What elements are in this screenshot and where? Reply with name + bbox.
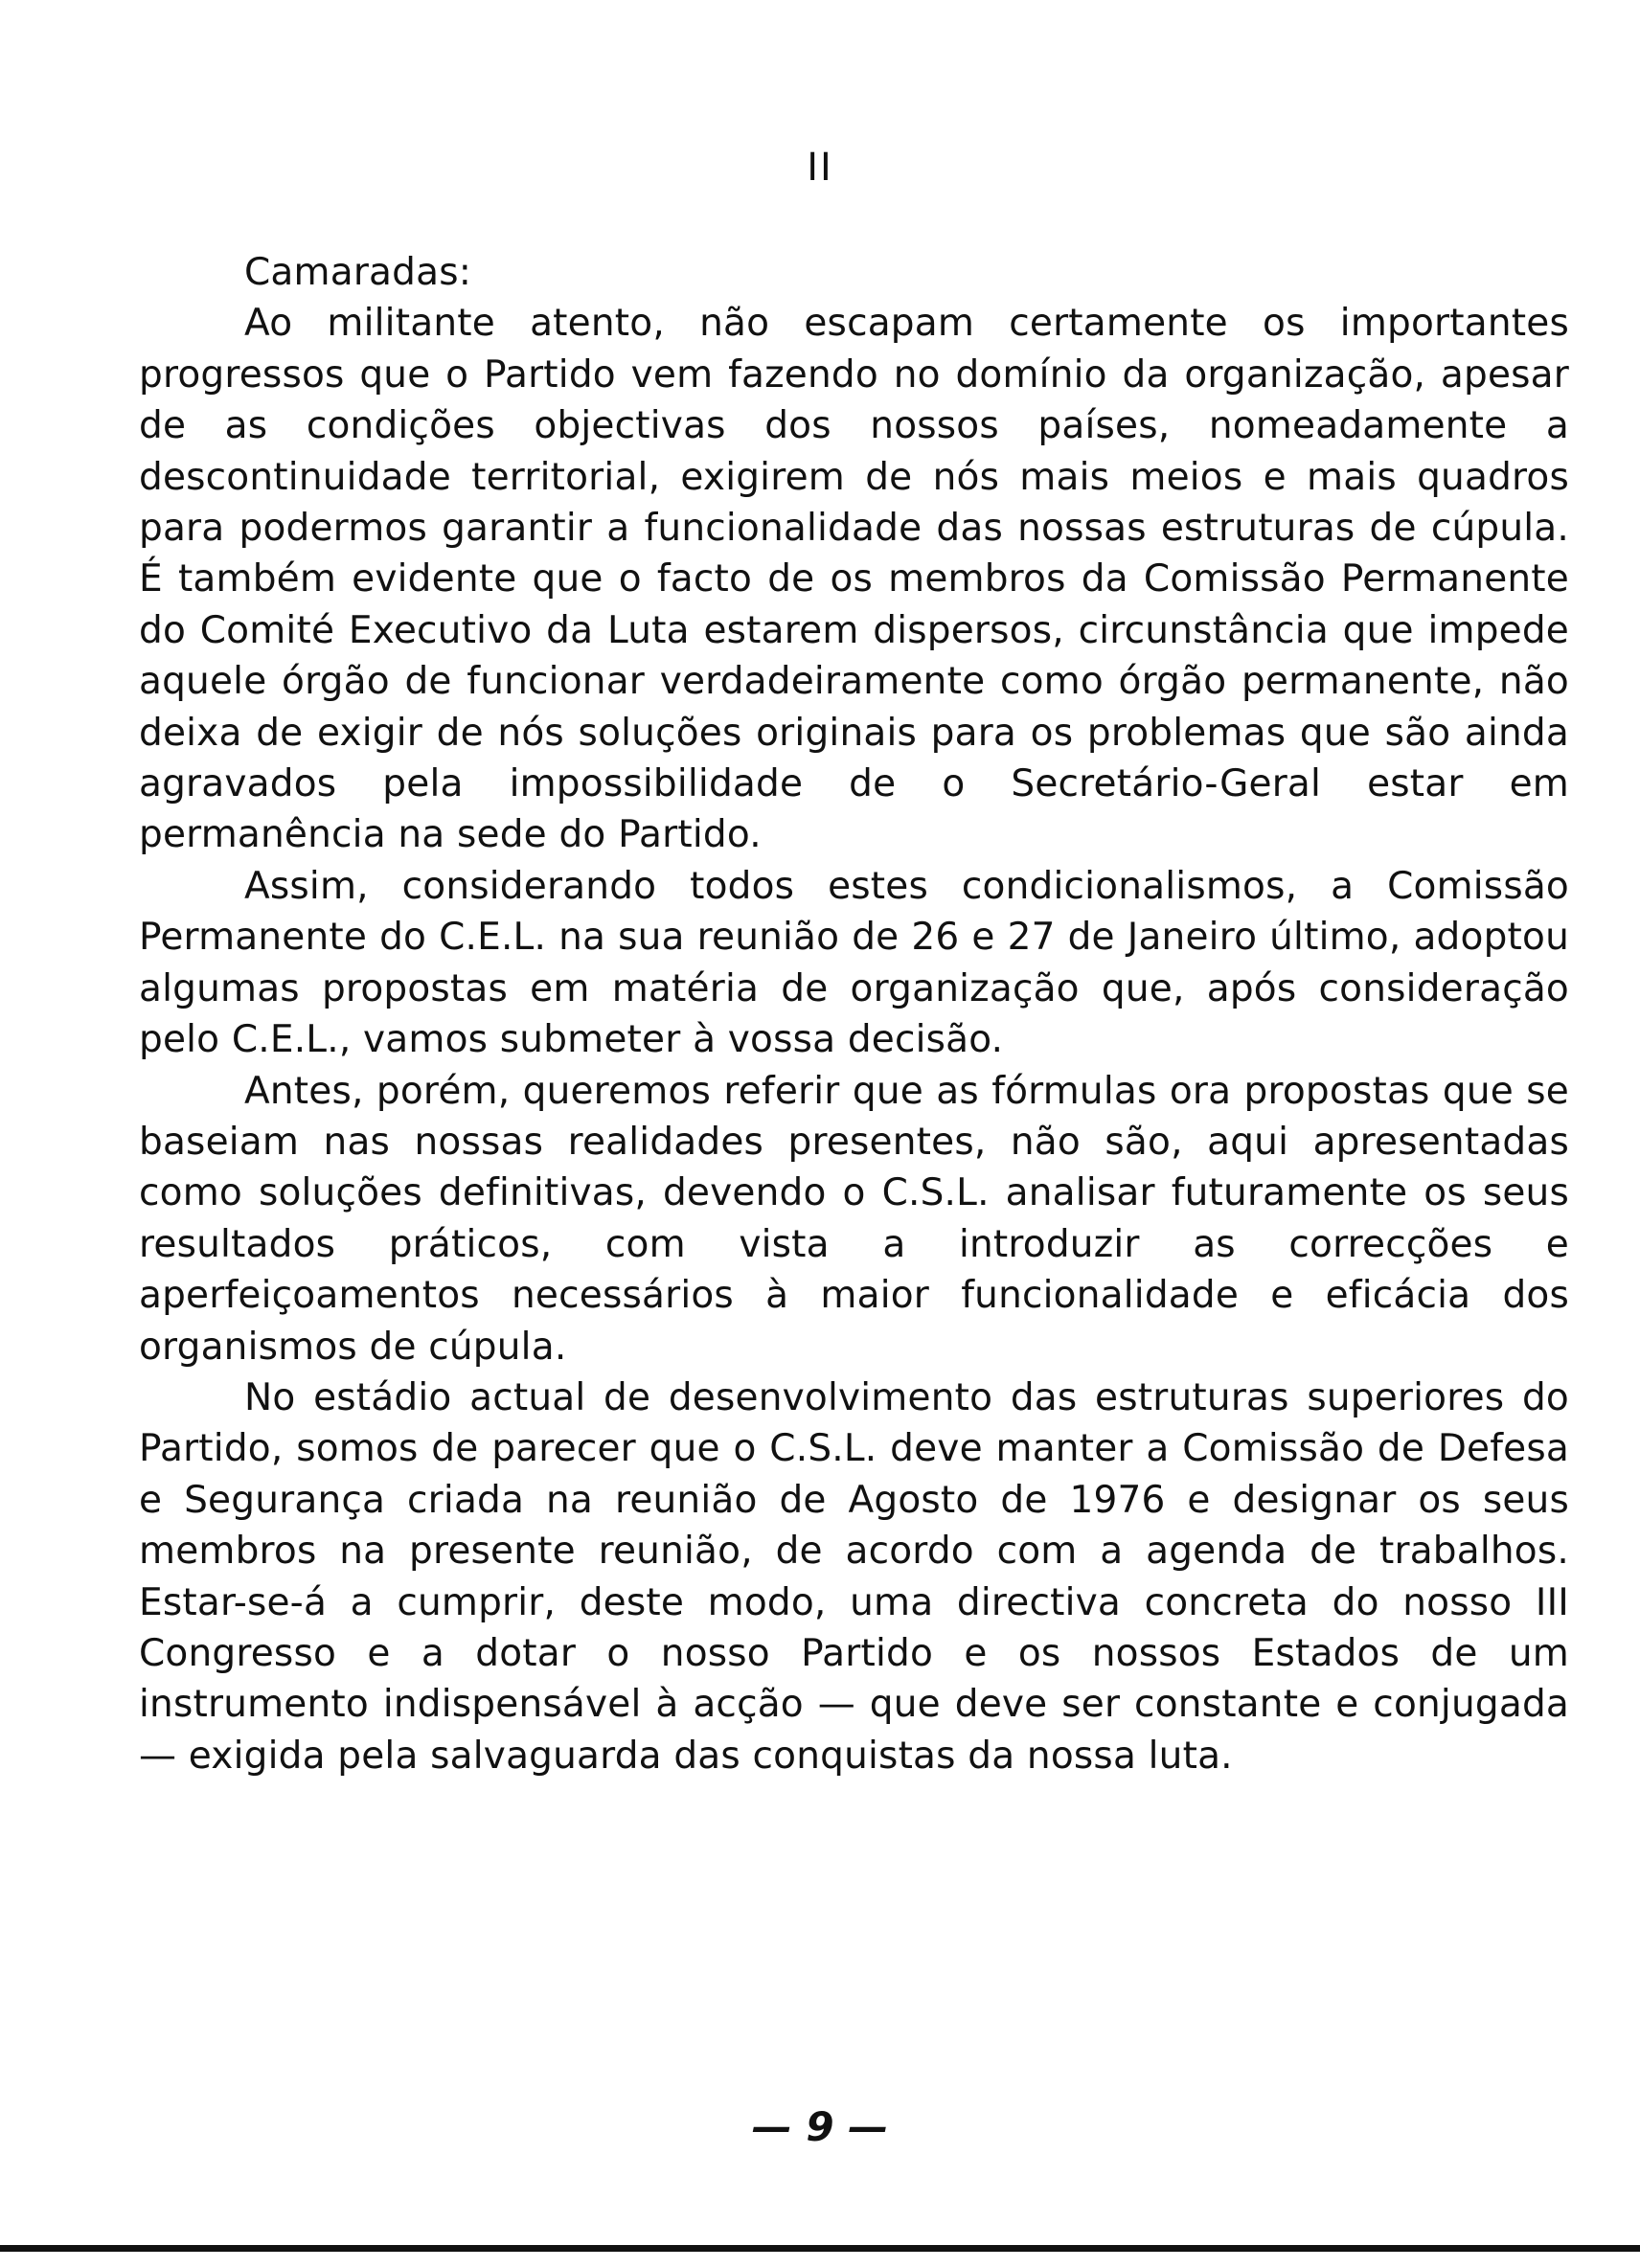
page-number: — 9 — [751,2103,889,2150]
bottom-rule [0,2245,1640,2252]
paragraph-3: Antes, porém, queremos referir que as fórmulas ora propostas que se baseiam nas nossas realidades presentes, não são, aqui apresentadas como soluções definitivas, devendo o C.S.L. analisar futuramente os seus resultados práticos, com vista a introduzir as correcções e aperfeiçoamentos necessários à maior funcionalidade e eficácia dos organismos de cúpula. [139,1069,1569,1369]
paragraph-4: No estádio actual de desenvolvimento das estruturas superiores do Partido, somos de parecer que o C.S.L. deve manter a Comissão de Defesa e Segurança criada na reunião de Agosto de 1976 e designar os seus membros na presente reunião, de acordo com a agenda de trabalhos. Estar-se-á a cumprir, deste modo, uma directiva concreta do nosso III Congresso e a dotar o nosso Partido e os nossos Estados de um instrumento indispensável à acção — que deve ser constante e conjugada — exigida pela salvaguarda das conquistas da nossa luta. [139,1375,1569,1778]
paragraph-1: Ao militante atento, não escapam certamente os importantes progressos que o Partido vem fazendo no domínio da organização, apesar de as condições objectivas dos nossos países, nomeadamente a descontinuidade territorial, exigirem de nós mais meios e mais quadros para podermos garantir a funcionalidade das nossas estruturas de cúpula. É também evidente que o facto de os membros da Comissão Permanente do Comité Executivo da Luta estarem dispersos, circunstância que impede aquele órgão de funcionar verdadeiramente como órgão permanente, não deixa de exigir de nós soluções originais para os problemas que são ainda agravados pela impossibilidade de o Secretário-Geral estar em permanência na sede do Partido. [139,302,1569,857]
paragraph-2: Assim, considerando todos estes condicionalismos, a Comissão Permanente do C.E.L. na sua reunião de 26 e 27 de Janeiro último, adoptou algumas propostas em matéria de organização que, após consideração pelo C.E.L., vamos submeter à vossa decisão. [139,864,1569,1062]
salutation: Camaradas: [244,251,472,294]
body-text [139,247,1569,1781]
section-number: II [807,146,833,190]
